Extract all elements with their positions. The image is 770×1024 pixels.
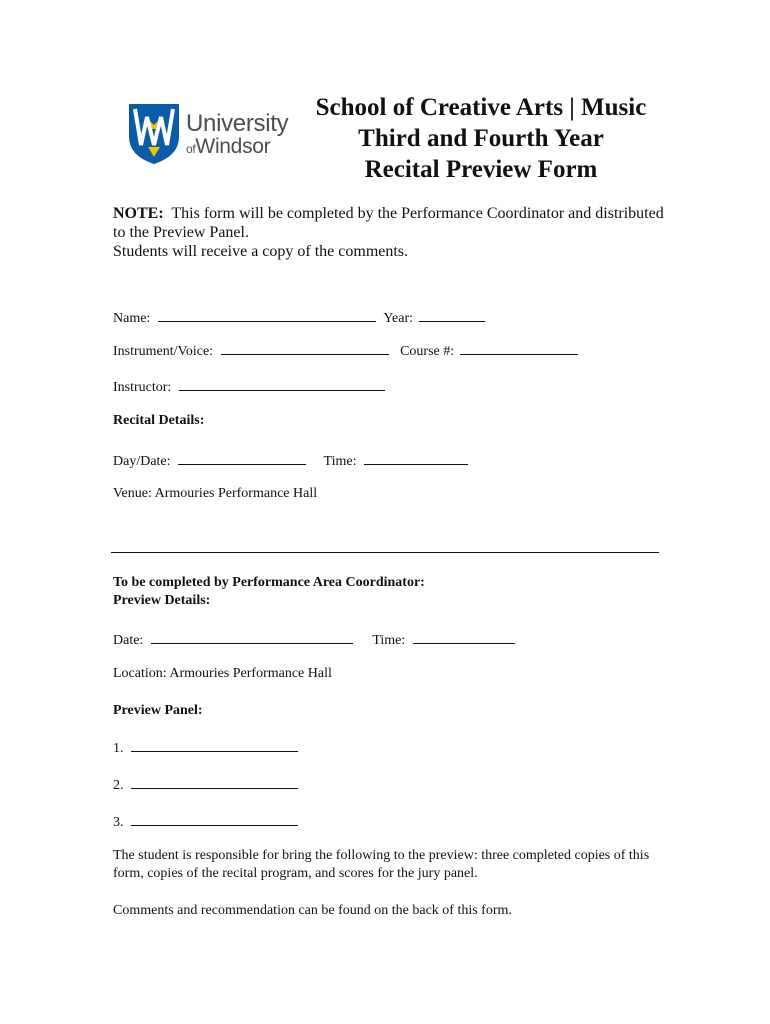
university-wordmark: [186, 112, 288, 160]
panel-number: 1.: [113, 741, 124, 756]
panel-number: 2.: [113, 778, 124, 793]
year-label: Year:: [383, 311, 414, 326]
preview-details-heading: Preview Details:: [113, 593, 211, 608]
instructor-label: Instructor:: [113, 380, 172, 395]
instrument-field[interactable]: [221, 340, 389, 355]
name-row: [113, 307, 485, 328]
title-line-1: School of Creative Arts | Music: [315, 94, 647, 121]
logo-of: of: [186, 142, 196, 156]
panel-number: 3.: [113, 815, 124, 830]
logo-line-2: Windsor: [195, 135, 271, 158]
logo-line-1: University: [186, 110, 289, 137]
responsibility-text: The student is responsible for bring the following to the preview: three completed copies of this form, copies of the recital program, and scores for the jury panel.: [113, 848, 650, 881]
course-label: Course #:: [400, 344, 455, 359]
note-block: [113, 204, 673, 261]
panel-member-1-field[interactable]: [131, 737, 298, 752]
comments-text: Comments and recommendation can be found on the back of this form.: [113, 903, 512, 918]
preview-time-label: Time:: [372, 633, 406, 648]
instrument-label: Instrument/Voice:: [113, 344, 214, 359]
title-line-2: Third and Fourth Year: [358, 125, 604, 152]
name-label: Name:: [113, 311, 151, 326]
shield-icon: [128, 103, 180, 165]
instructor-field[interactable]: [179, 376, 385, 391]
preview-time-field[interactable]: [413, 629, 515, 644]
panel-member-2: [113, 774, 298, 795]
daydate-row: [113, 450, 468, 471]
note-text: This form will be completed by the Performance Coordinator and distributed to the Preview Panel.: [113, 205, 664, 241]
coordinator-heading: To be completed by Performance Area Coordinator:: [113, 575, 425, 590]
recital-heading: Recital Details:: [113, 413, 205, 428]
recital-time-label: Time:: [323, 454, 357, 469]
panel-member-3-field[interactable]: [131, 811, 298, 826]
form-title: [300, 92, 662, 185]
panel-member-2-field[interactable]: [131, 774, 298, 789]
instrument-row: [113, 340, 578, 361]
preview-date-field[interactable]: [151, 629, 353, 644]
daydate-label: Day/Date:: [113, 454, 171, 469]
daydate-field[interactable]: [178, 450, 306, 465]
name-field[interactable]: [158, 307, 376, 322]
note-line-2: Students will receive a copy of the comments.: [113, 243, 409, 260]
recital-time-field[interactable]: [364, 450, 468, 465]
panel-member-3: [113, 811, 298, 832]
note-label: NOTE:: [113, 205, 164, 222]
preview-date-row: [113, 629, 515, 650]
venue-text: Venue: Armouries Performance Hall: [113, 486, 318, 501]
panel-member-1: [113, 737, 298, 758]
section-divider: [111, 552, 659, 553]
year-field[interactable]: [419, 307, 485, 322]
course-field[interactable]: [460, 340, 578, 355]
preview-date-label: Date:: [113, 633, 144, 648]
panel-heading: Preview Panel:: [113, 703, 203, 718]
title-line-3: Recital Preview Form: [364, 156, 598, 183]
instructor-row: [113, 376, 385, 397]
location-text: Location: Armouries Performance Hall: [113, 666, 332, 681]
